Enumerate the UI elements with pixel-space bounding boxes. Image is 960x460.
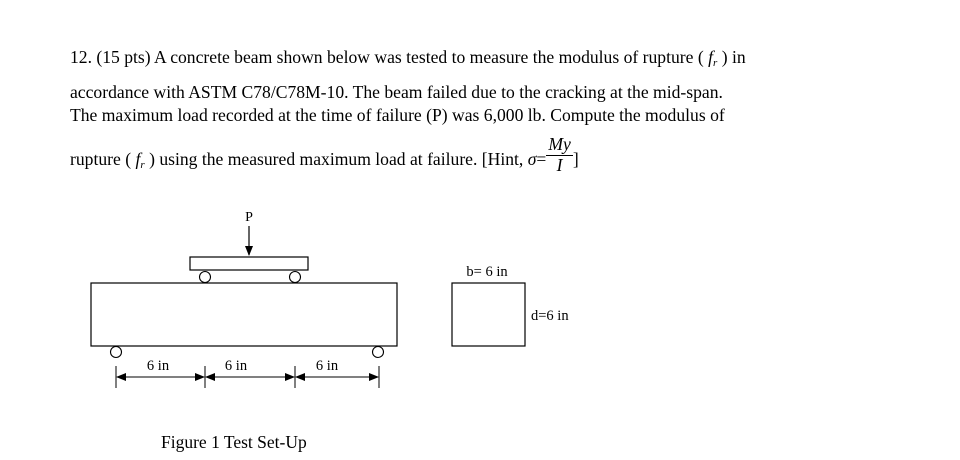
cross-section	[452, 283, 525, 346]
support-roller-right	[373, 347, 384, 358]
span-label-1: 6 in	[146, 358, 170, 374]
support-roller-left	[111, 347, 122, 358]
width-label: b= 6 in	[466, 264, 508, 280]
span-label-3: 6 in	[315, 358, 339, 374]
sigma-symbol: σ	[527, 149, 537, 170]
concrete-beam	[91, 283, 397, 346]
equals-sign: =	[536, 149, 547, 170]
problem-line-3: The maximum load recorded at the time of failure (P) was 6,000 lb. Compute the modulus of	[70, 105, 725, 125]
problem-line-4: rupture ( fr ) using the measured maximum load at failure. [Hint, σ= $\frac{My}{I}$ ]	[70, 134, 579, 175]
hint-fraction: $\frac{My}{I}$	[548, 134, 571, 175]
bracket-close: ]	[572, 149, 579, 170]
fr-symbol: fr	[708, 47, 718, 69]
load-label: P	[245, 210, 253, 225]
loading-plate	[190, 257, 308, 270]
depth-label: d=6 in	[531, 308, 569, 324]
figure-caption: Figure 1 Test Set-Up	[161, 432, 307, 452]
problem-line-2: accordance with ASTM C78/C78M-10. The beam failed due to the cracking at the mid-span.	[70, 82, 723, 102]
span-label-2: 6 in	[224, 358, 248, 374]
fr-symbol-2: fr	[135, 149, 145, 172]
load-roller-left	[200, 272, 211, 283]
load-roller-right	[290, 272, 301, 283]
problem-line-1: 12. (15 pts) A concrete beam shown below was tested to measure the modulus of rupture ( fr ) in	[70, 47, 746, 69]
